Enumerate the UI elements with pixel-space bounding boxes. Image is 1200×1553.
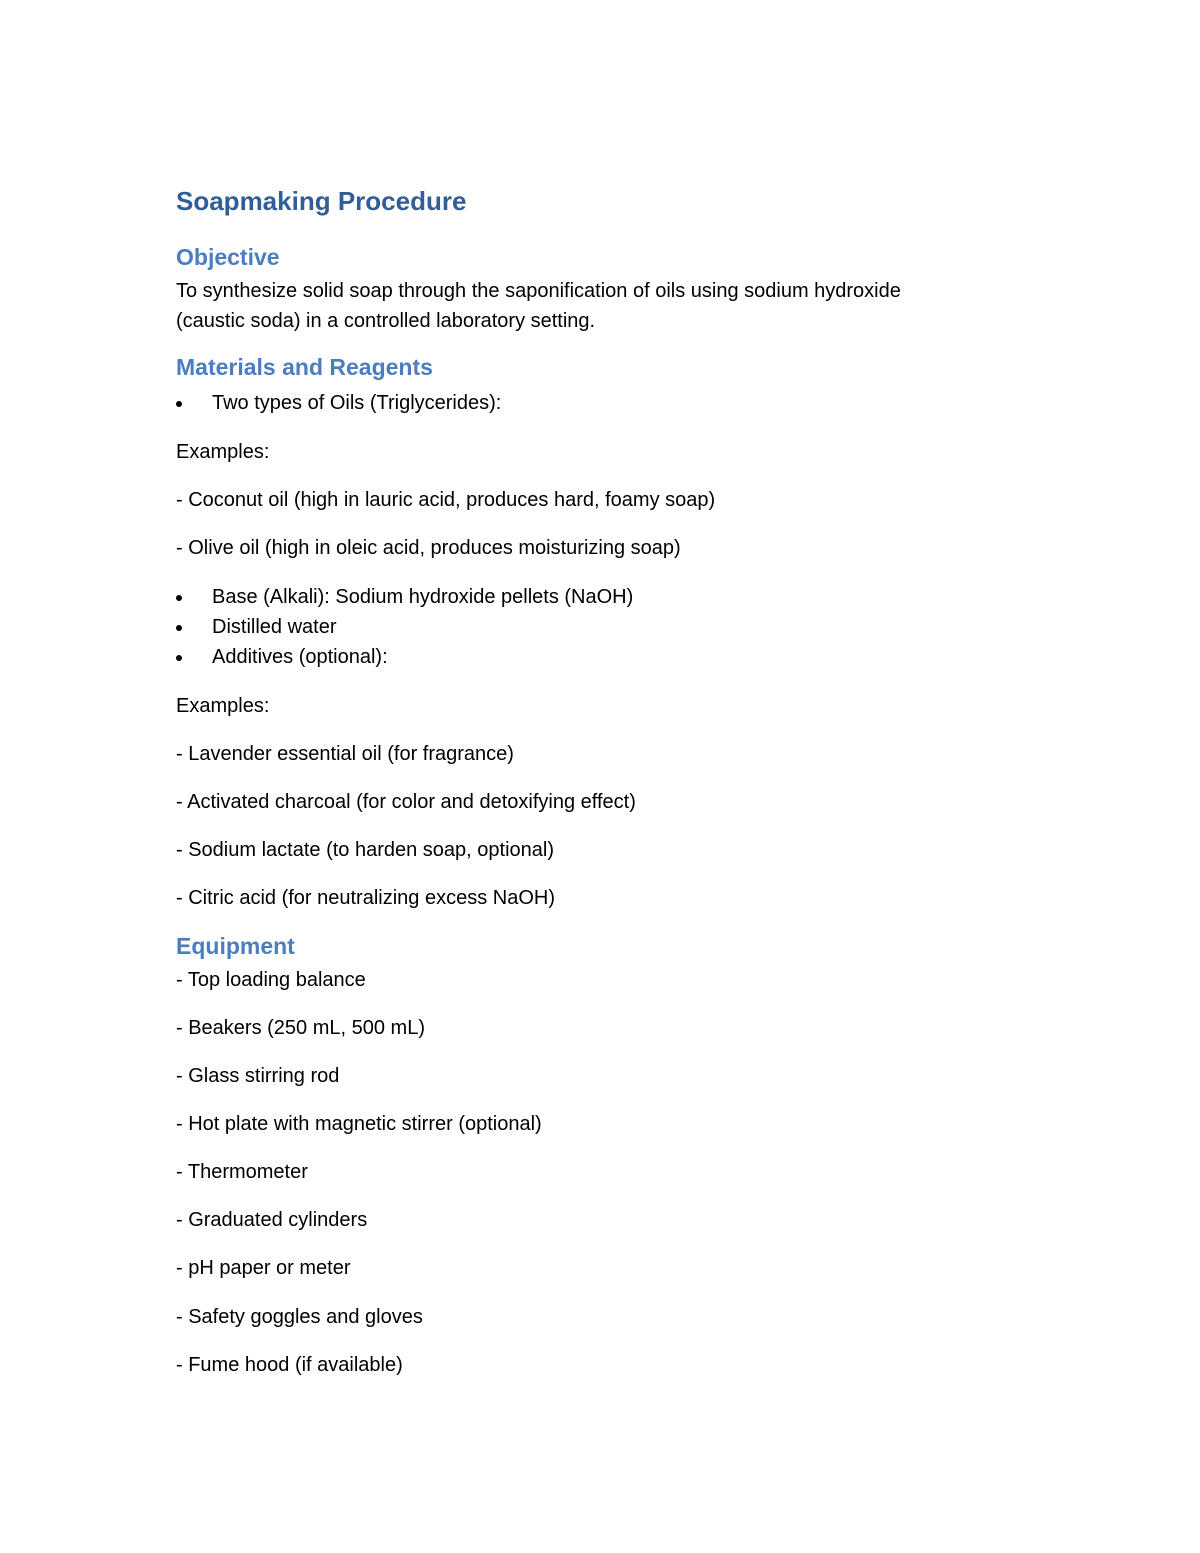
example-item: - Olive oil (high in oleic acid, produces moisturizing soap) — [176, 537, 681, 559]
equipment-item: - Beakers (250 mL, 500 mL) — [176, 1017, 425, 1039]
equipment-item: - Safety goggles and gloves — [176, 1306, 423, 1328]
equipment-item: - pH paper or meter — [176, 1257, 351, 1279]
bullet-icon — [176, 625, 182, 631]
list-item-text: Distilled water — [212, 616, 337, 638]
examples-label: Examples: — [176, 441, 270, 463]
equipment-heading: Equipment — [176, 933, 295, 959]
example-item: - Coconut oil (high in lauric acid, produces hard, foamy soap) — [176, 489, 716, 511]
example-item: - Sodium lactate (to harden soap, optional) — [176, 839, 554, 861]
objective-line: To synthesize solid soap through the saponification of oils using sodium hydroxide — [176, 280, 901, 302]
bullet-icon — [176, 595, 182, 601]
list-item-text: Base (Alkali): Sodium hydroxide pellets (NaOH) — [212, 586, 634, 608]
list-item-text: Two types of Oils (Triglycerides): — [212, 392, 502, 414]
example-item: - Citric acid (for neutralizing excess NaOH) — [176, 887, 555, 909]
equipment-item: - Fume hood (if available) — [176, 1354, 403, 1376]
list-item-text: Additives (optional): — [212, 646, 388, 668]
example-item: - Activated charcoal (for color and detoxifying effect) — [176, 791, 636, 813]
objective-heading: Objective — [176, 244, 280, 270]
materials-heading: Materials and Reagents — [176, 354, 433, 380]
equipment-item: - Hot plate with magnetic stirrer (optional) — [176, 1113, 542, 1135]
bullet-icon — [176, 655, 182, 661]
page-title: Soapmaking Procedure — [176, 186, 467, 216]
equipment-item: - Glass stirring rod — [176, 1065, 340, 1087]
examples-label: Examples: — [176, 695, 270, 717]
equipment-item: - Graduated cylinders — [176, 1209, 368, 1231]
bullet-icon — [176, 401, 182, 407]
objective-line: (caustic soda) in a controlled laboratory setting. — [176, 310, 596, 332]
equipment-item: - Top loading balance — [176, 969, 366, 991]
equipment-item: - Thermometer — [176, 1161, 308, 1183]
example-item: - Lavender essential oil (for fragrance) — [176, 743, 514, 765]
